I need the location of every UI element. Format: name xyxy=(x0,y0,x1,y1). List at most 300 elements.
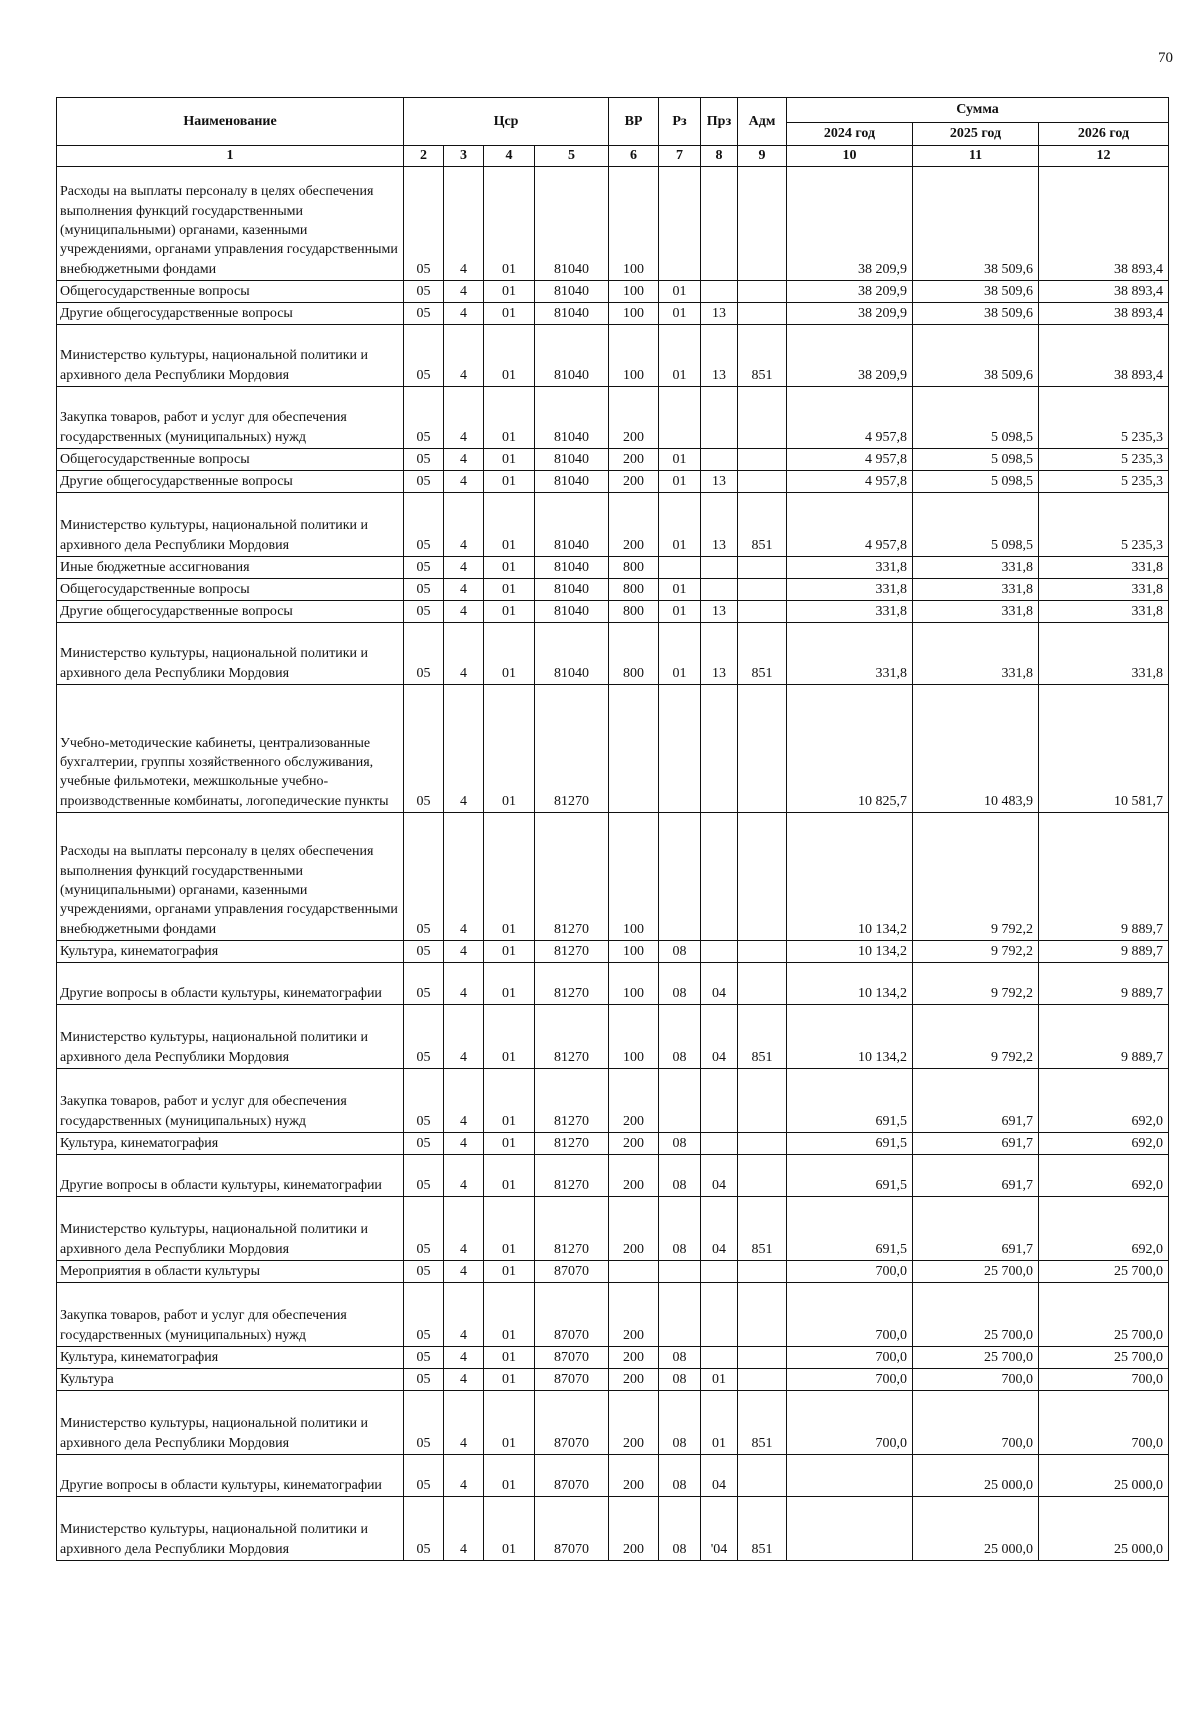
amount-2026: 9 889,7 xyxy=(1039,963,1169,1005)
amount-2026: 700,0 xyxy=(1039,1391,1169,1455)
row-name: Министерство культуры, национальной политики и архивного дела Республики Мордовия xyxy=(57,1005,404,1069)
prz-code xyxy=(701,281,738,303)
row-name: Учебно-методические кабинеты, централизованные бухгалтерии, группы хозяйственного обслуживания, учебные фильмотеки, межшкольные учебно-производственные комбинаты, логопедические пункты xyxy=(57,685,404,813)
amount-2024: 691,5 xyxy=(787,1133,913,1155)
amount-2026: 692,0 xyxy=(1039,1197,1169,1261)
csr-part-4: 01 xyxy=(484,167,535,281)
amount-2026: 5 235,3 xyxy=(1039,387,1169,449)
rz-code: 08 xyxy=(659,1369,701,1391)
csr-part-3: 4 xyxy=(444,941,484,963)
vr-code: 200 xyxy=(609,1155,659,1197)
table-row xyxy=(57,1261,1169,1283)
csr-part-5: 81040 xyxy=(535,325,609,387)
rz-code: 08 xyxy=(659,1197,701,1261)
csr-part-5: 81040 xyxy=(535,601,609,623)
csr-part-2: 05 xyxy=(404,281,444,303)
column-number: 11 xyxy=(913,146,1039,167)
amount-2026: 5 235,3 xyxy=(1039,493,1169,557)
vr-code xyxy=(609,685,659,813)
amount-2026: 9 889,7 xyxy=(1039,813,1169,941)
csr-part-2: 05 xyxy=(404,1455,444,1497)
table-row xyxy=(57,1197,1169,1261)
header-year-2026: 2026 год xyxy=(1039,123,1169,146)
adm-code: 851 xyxy=(738,325,787,387)
csr-part-2: 05 xyxy=(404,1369,444,1391)
amount-2026: 331,8 xyxy=(1039,601,1169,623)
csr-part-5: 81270 xyxy=(535,685,609,813)
table-row xyxy=(57,303,1169,325)
header-prz: Прз xyxy=(701,98,738,146)
table-row xyxy=(57,493,1169,557)
vr-code: 200 xyxy=(609,493,659,557)
header-year-2024: 2024 год xyxy=(787,123,913,146)
prz-code xyxy=(701,449,738,471)
csr-part-5: 81270 xyxy=(535,1069,609,1133)
rz-code: 08 xyxy=(659,1133,701,1155)
amount-2026: 25 700,0 xyxy=(1039,1347,1169,1369)
amount-2025: 691,7 xyxy=(913,1197,1039,1261)
amount-2024: 10 134,2 xyxy=(787,963,913,1005)
amount-2026: 25 000,0 xyxy=(1039,1455,1169,1497)
row-name: Закупка товаров, работ и услуг для обеспечения государственных (муниципальных) нужд xyxy=(57,1283,404,1347)
csr-part-5: 81040 xyxy=(535,471,609,493)
csr-part-4: 01 xyxy=(484,281,535,303)
amount-2025: 38 509,6 xyxy=(913,303,1039,325)
prz-code xyxy=(701,1069,738,1133)
adm-code xyxy=(738,471,787,493)
row-name: Закупка товаров, работ и услуг для обеспечения государственных (муниципальных) нужд xyxy=(57,1069,404,1133)
amount-2025: 25 000,0 xyxy=(913,1497,1039,1561)
amount-2025: 5 098,5 xyxy=(913,471,1039,493)
row-name: Министерство культуры, национальной политики и архивного дела Республики Мордовия xyxy=(57,493,404,557)
csr-part-5: 81040 xyxy=(535,387,609,449)
csr-part-5: 81040 xyxy=(535,167,609,281)
amount-2024: 4 957,8 xyxy=(787,449,913,471)
csr-part-2: 05 xyxy=(404,1391,444,1455)
adm-code xyxy=(738,557,787,579)
vr-code: 200 xyxy=(609,1283,659,1347)
table-row xyxy=(57,557,1169,579)
row-name: Другие вопросы в области культуры, кинематографии xyxy=(57,1455,404,1497)
csr-part-2: 05 xyxy=(404,1197,444,1261)
amount-2025: 25 700,0 xyxy=(913,1261,1039,1283)
row-name: Другие общегосударственные вопросы xyxy=(57,471,404,493)
csr-part-4: 01 xyxy=(484,963,535,1005)
vr-code: 100 xyxy=(609,963,659,1005)
table-row xyxy=(57,813,1169,941)
vr-code: 100 xyxy=(609,941,659,963)
csr-part-5: 87070 xyxy=(535,1369,609,1391)
rz-code: 01 xyxy=(659,325,701,387)
amount-2024: 4 957,8 xyxy=(787,387,913,449)
page-number: 70 xyxy=(1158,50,1173,66)
table-row xyxy=(57,167,1169,281)
vr-code: 200 xyxy=(609,449,659,471)
adm-code xyxy=(738,685,787,813)
amount-2024: 331,8 xyxy=(787,601,913,623)
csr-part-5: 81270 xyxy=(535,941,609,963)
amount-2025: 38 509,6 xyxy=(913,281,1039,303)
row-name: Расходы на выплаты персоналу в целях обеспечения выполнения функций государственными (муниципальными) органами, казенными учреждениями, органами управления государственными внебюджетными фондами xyxy=(57,167,404,281)
csr-part-5: 81040 xyxy=(535,623,609,685)
vr-code: 800 xyxy=(609,557,659,579)
csr-part-3: 4 xyxy=(444,1369,484,1391)
amount-2025: 25 700,0 xyxy=(913,1283,1039,1347)
amount-2024: 691,5 xyxy=(787,1197,913,1261)
csr-part-3: 4 xyxy=(444,557,484,579)
amount-2026: 331,8 xyxy=(1039,557,1169,579)
csr-part-2: 05 xyxy=(404,1347,444,1369)
table-row xyxy=(57,449,1169,471)
csr-part-4: 01 xyxy=(484,1005,535,1069)
adm-code xyxy=(738,387,787,449)
prz-code: 13 xyxy=(701,303,738,325)
rz-code: 01 xyxy=(659,579,701,601)
rz-code: 08 xyxy=(659,1455,701,1497)
vr-code: 200 xyxy=(609,1197,659,1261)
csr-part-3: 4 xyxy=(444,813,484,941)
adm-code xyxy=(738,1455,787,1497)
csr-part-2: 05 xyxy=(404,387,444,449)
table-row xyxy=(57,387,1169,449)
vr-code: 100 xyxy=(609,1005,659,1069)
header-sum: Сумма xyxy=(787,98,1169,123)
adm-code: 851 xyxy=(738,1197,787,1261)
amount-2026: 5 235,3 xyxy=(1039,449,1169,471)
vr-code: 800 xyxy=(609,623,659,685)
csr-part-3: 4 xyxy=(444,1391,484,1455)
table-row xyxy=(57,963,1169,1005)
row-name: Культура, кинематография xyxy=(57,1347,404,1369)
amount-2024: 4 957,8 xyxy=(787,493,913,557)
vr-code: 200 xyxy=(609,1391,659,1455)
amount-2024: 700,0 xyxy=(787,1369,913,1391)
adm-code xyxy=(738,1069,787,1133)
csr-part-4: 01 xyxy=(484,685,535,813)
row-name: Другие общегосударственные вопросы xyxy=(57,601,404,623)
amount-2024: 700,0 xyxy=(787,1283,913,1347)
vr-code: 100 xyxy=(609,813,659,941)
csr-part-5: 81270 xyxy=(535,1197,609,1261)
adm-code xyxy=(738,303,787,325)
column-number: 3 xyxy=(444,146,484,167)
prz-code xyxy=(701,813,738,941)
csr-part-3: 4 xyxy=(444,963,484,1005)
csr-part-3: 4 xyxy=(444,1005,484,1069)
csr-part-3: 4 xyxy=(444,623,484,685)
rz-code: 08 xyxy=(659,963,701,1005)
header-csr: Цср xyxy=(404,98,609,146)
prz-code: 01 xyxy=(701,1391,738,1455)
csr-part-3: 4 xyxy=(444,387,484,449)
table-row xyxy=(57,471,1169,493)
csr-part-2: 05 xyxy=(404,685,444,813)
column-number: 4 xyxy=(484,146,535,167)
csr-part-5: 87070 xyxy=(535,1391,609,1455)
amount-2025: 691,7 xyxy=(913,1155,1039,1197)
table-row xyxy=(57,325,1169,387)
column-number: 2 xyxy=(404,146,444,167)
amount-2025: 5 098,5 xyxy=(913,449,1039,471)
amount-2026: 38 893,4 xyxy=(1039,281,1169,303)
amount-2024: 38 209,9 xyxy=(787,303,913,325)
vr-code: 200 xyxy=(609,1133,659,1155)
amount-2025: 9 792,2 xyxy=(913,963,1039,1005)
csr-part-5: 81270 xyxy=(535,813,609,941)
csr-part-3: 4 xyxy=(444,1133,484,1155)
amount-2024: 10 825,7 xyxy=(787,685,913,813)
csr-part-4: 01 xyxy=(484,813,535,941)
prz-code: '04 xyxy=(701,1497,738,1561)
prz-code xyxy=(701,941,738,963)
amount-2026: 25 000,0 xyxy=(1039,1497,1169,1561)
csr-part-5: 81040 xyxy=(535,303,609,325)
csr-part-3: 4 xyxy=(444,1261,484,1283)
prz-code: 04 xyxy=(701,963,738,1005)
csr-part-5: 81040 xyxy=(535,579,609,601)
amount-2024 xyxy=(787,1455,913,1497)
amount-2025: 9 792,2 xyxy=(913,941,1039,963)
table-row xyxy=(57,1455,1169,1497)
column-number: 9 xyxy=(738,146,787,167)
amount-2025: 331,8 xyxy=(913,623,1039,685)
row-name: Общегосударственные вопросы xyxy=(57,281,404,303)
amount-2024: 4 957,8 xyxy=(787,471,913,493)
csr-part-2: 05 xyxy=(404,963,444,1005)
vr-code: 100 xyxy=(609,167,659,281)
csr-part-4: 01 xyxy=(484,387,535,449)
rz-code xyxy=(659,1069,701,1133)
vr-code: 200 xyxy=(609,387,659,449)
amount-2024: 10 134,2 xyxy=(787,1005,913,1069)
csr-part-4: 01 xyxy=(484,1155,535,1197)
csr-part-3: 4 xyxy=(444,325,484,387)
csr-part-2: 05 xyxy=(404,1283,444,1347)
csr-part-2: 05 xyxy=(404,601,444,623)
csr-part-5: 81270 xyxy=(535,963,609,1005)
amount-2025: 331,8 xyxy=(913,579,1039,601)
amount-2024: 691,5 xyxy=(787,1155,913,1197)
csr-part-2: 05 xyxy=(404,1261,444,1283)
row-name: Другие вопросы в области культуры, кинематографии xyxy=(57,963,404,1005)
prz-code xyxy=(701,685,738,813)
amount-2026: 25 700,0 xyxy=(1039,1261,1169,1283)
table-row xyxy=(57,1283,1169,1347)
table-row xyxy=(57,941,1169,963)
csr-part-3: 4 xyxy=(444,1497,484,1561)
rz-code: 08 xyxy=(659,1005,701,1069)
prz-code: 13 xyxy=(701,471,738,493)
vr-code: 100 xyxy=(609,303,659,325)
vr-code: 200 xyxy=(609,1369,659,1391)
adm-code: 851 xyxy=(738,493,787,557)
table-row xyxy=(57,281,1169,303)
csr-part-2: 05 xyxy=(404,167,444,281)
amount-2025: 9 792,2 xyxy=(913,1005,1039,1069)
row-name: Мероприятия в области культуры xyxy=(57,1261,404,1283)
amount-2024 xyxy=(787,1497,913,1561)
adm-code xyxy=(738,963,787,1005)
csr-part-3: 4 xyxy=(444,493,484,557)
csr-part-4: 01 xyxy=(484,1197,535,1261)
row-name: Культура, кинематография xyxy=(57,941,404,963)
csr-part-3: 4 xyxy=(444,303,484,325)
row-name: Общегосударственные вопросы xyxy=(57,449,404,471)
amount-2024: 38 209,9 xyxy=(787,167,913,281)
csr-part-4: 01 xyxy=(484,471,535,493)
header-vr: ВР xyxy=(609,98,659,146)
csr-part-4: 01 xyxy=(484,1261,535,1283)
vr-code: 800 xyxy=(609,579,659,601)
csr-part-4: 01 xyxy=(484,1391,535,1455)
vr-code: 100 xyxy=(609,325,659,387)
prz-code: 01 xyxy=(701,1369,738,1391)
budget-table xyxy=(56,97,1169,1561)
adm-code xyxy=(738,941,787,963)
rz-code: 01 xyxy=(659,281,701,303)
rz-code xyxy=(659,1261,701,1283)
adm-code xyxy=(738,601,787,623)
vr-code: 200 xyxy=(609,1497,659,1561)
amount-2026: 331,8 xyxy=(1039,579,1169,601)
adm-code xyxy=(738,281,787,303)
vr-code: 800 xyxy=(609,601,659,623)
amount-2024: 38 209,9 xyxy=(787,325,913,387)
csr-part-3: 4 xyxy=(444,579,484,601)
amount-2026: 331,8 xyxy=(1039,623,1169,685)
amount-2025: 38 509,6 xyxy=(913,167,1039,281)
adm-code xyxy=(738,1347,787,1369)
table-row xyxy=(57,1155,1169,1197)
table-header xyxy=(57,98,1169,167)
row-name: Министерство культуры, национальной политики и архивного дела Республики Мордовия xyxy=(57,1197,404,1261)
csr-part-4: 01 xyxy=(484,303,535,325)
prz-code: 13 xyxy=(701,325,738,387)
csr-part-3: 4 xyxy=(444,1347,484,1369)
csr-part-4: 01 xyxy=(484,1369,535,1391)
prz-code: 04 xyxy=(701,1155,738,1197)
rz-code xyxy=(659,1283,701,1347)
csr-part-2: 05 xyxy=(404,557,444,579)
rz-code: 01 xyxy=(659,623,701,685)
csr-part-2: 05 xyxy=(404,1069,444,1133)
csr-part-4: 01 xyxy=(484,601,535,623)
rz-code: 08 xyxy=(659,941,701,963)
amount-2025: 691,7 xyxy=(913,1133,1039,1155)
csr-part-4: 01 xyxy=(484,557,535,579)
rz-code: 01 xyxy=(659,303,701,325)
rz-code: 08 xyxy=(659,1391,701,1455)
csr-part-3: 4 xyxy=(444,1197,484,1261)
prz-code: 13 xyxy=(701,601,738,623)
amount-2025: 5 098,5 xyxy=(913,493,1039,557)
vr-code: 100 xyxy=(609,281,659,303)
prz-code xyxy=(701,1283,738,1347)
adm-code xyxy=(738,1155,787,1197)
amount-2025: 700,0 xyxy=(913,1369,1039,1391)
csr-part-5: 81040 xyxy=(535,493,609,557)
csr-part-2: 05 xyxy=(404,471,444,493)
csr-part-5: 87070 xyxy=(535,1455,609,1497)
rz-code: 08 xyxy=(659,1155,701,1197)
amount-2025: 5 098,5 xyxy=(913,387,1039,449)
csr-part-2: 05 xyxy=(404,449,444,471)
header-year-2025: 2025 год xyxy=(913,123,1039,146)
csr-part-4: 01 xyxy=(484,325,535,387)
rz-code xyxy=(659,685,701,813)
csr-part-2: 05 xyxy=(404,493,444,557)
table-row xyxy=(57,1369,1169,1391)
prz-code: 04 xyxy=(701,1455,738,1497)
prz-code xyxy=(701,1347,738,1369)
row-name: Расходы на выплаты персоналу в целях обеспечения выполнения функций государственными (муниципальными) органами, казенными учреждениями, органами управления государственными внебюджетными фондами xyxy=(57,813,404,941)
column-number: 5 xyxy=(535,146,609,167)
amount-2026: 25 700,0 xyxy=(1039,1283,1169,1347)
prz-code xyxy=(701,557,738,579)
row-name: Министерство культуры, национальной политики и архивного дела Республики Мордовия xyxy=(57,1391,404,1455)
prz-code xyxy=(701,1133,738,1155)
adm-code: 851 xyxy=(738,1497,787,1561)
vr-code: 200 xyxy=(609,471,659,493)
column-number: 10 xyxy=(787,146,913,167)
amount-2026: 692,0 xyxy=(1039,1069,1169,1133)
amount-2024: 10 134,2 xyxy=(787,941,913,963)
amount-2025: 10 483,9 xyxy=(913,685,1039,813)
adm-code xyxy=(738,813,787,941)
csr-part-4: 01 xyxy=(484,941,535,963)
rz-code: 01 xyxy=(659,601,701,623)
csr-part-2: 05 xyxy=(404,303,444,325)
adm-code xyxy=(738,1283,787,1347)
csr-part-2: 05 xyxy=(404,623,444,685)
prz-code: 13 xyxy=(701,623,738,685)
csr-part-3: 4 xyxy=(444,1455,484,1497)
table-row xyxy=(57,1497,1169,1561)
rz-code xyxy=(659,387,701,449)
csr-part-2: 05 xyxy=(404,1155,444,1197)
csr-part-2: 05 xyxy=(404,1005,444,1069)
adm-code: 851 xyxy=(738,1391,787,1455)
adm-code xyxy=(738,1133,787,1155)
amount-2025: 331,8 xyxy=(913,557,1039,579)
csr-part-5: 81270 xyxy=(535,1155,609,1197)
row-name: Министерство культуры, национальной политики и архивного дела Республики Мордовия xyxy=(57,623,404,685)
rz-code xyxy=(659,813,701,941)
csr-part-5: 81040 xyxy=(535,449,609,471)
vr-code: 200 xyxy=(609,1347,659,1369)
csr-part-2: 05 xyxy=(404,941,444,963)
table-row xyxy=(57,1391,1169,1455)
amount-2025: 9 792,2 xyxy=(913,813,1039,941)
adm-code xyxy=(738,167,787,281)
csr-part-5: 87070 xyxy=(535,1347,609,1369)
csr-part-3: 4 xyxy=(444,167,484,281)
row-name: Закупка товаров, работ и услуг для обеспечения государственных (муниципальных) нужд xyxy=(57,387,404,449)
header-adm: Адм xyxy=(738,98,787,146)
csr-part-4: 01 xyxy=(484,1069,535,1133)
amount-2024: 38 209,9 xyxy=(787,281,913,303)
csr-part-4: 01 xyxy=(484,1133,535,1155)
column-number: 7 xyxy=(659,146,701,167)
amount-2026: 9 889,7 xyxy=(1039,941,1169,963)
column-number: 12 xyxy=(1039,146,1169,167)
prz-code: 04 xyxy=(701,1005,738,1069)
amount-2025: 25 000,0 xyxy=(913,1455,1039,1497)
rz-code xyxy=(659,557,701,579)
table-row xyxy=(57,623,1169,685)
amount-2026: 692,0 xyxy=(1039,1133,1169,1155)
csr-part-4: 01 xyxy=(484,579,535,601)
